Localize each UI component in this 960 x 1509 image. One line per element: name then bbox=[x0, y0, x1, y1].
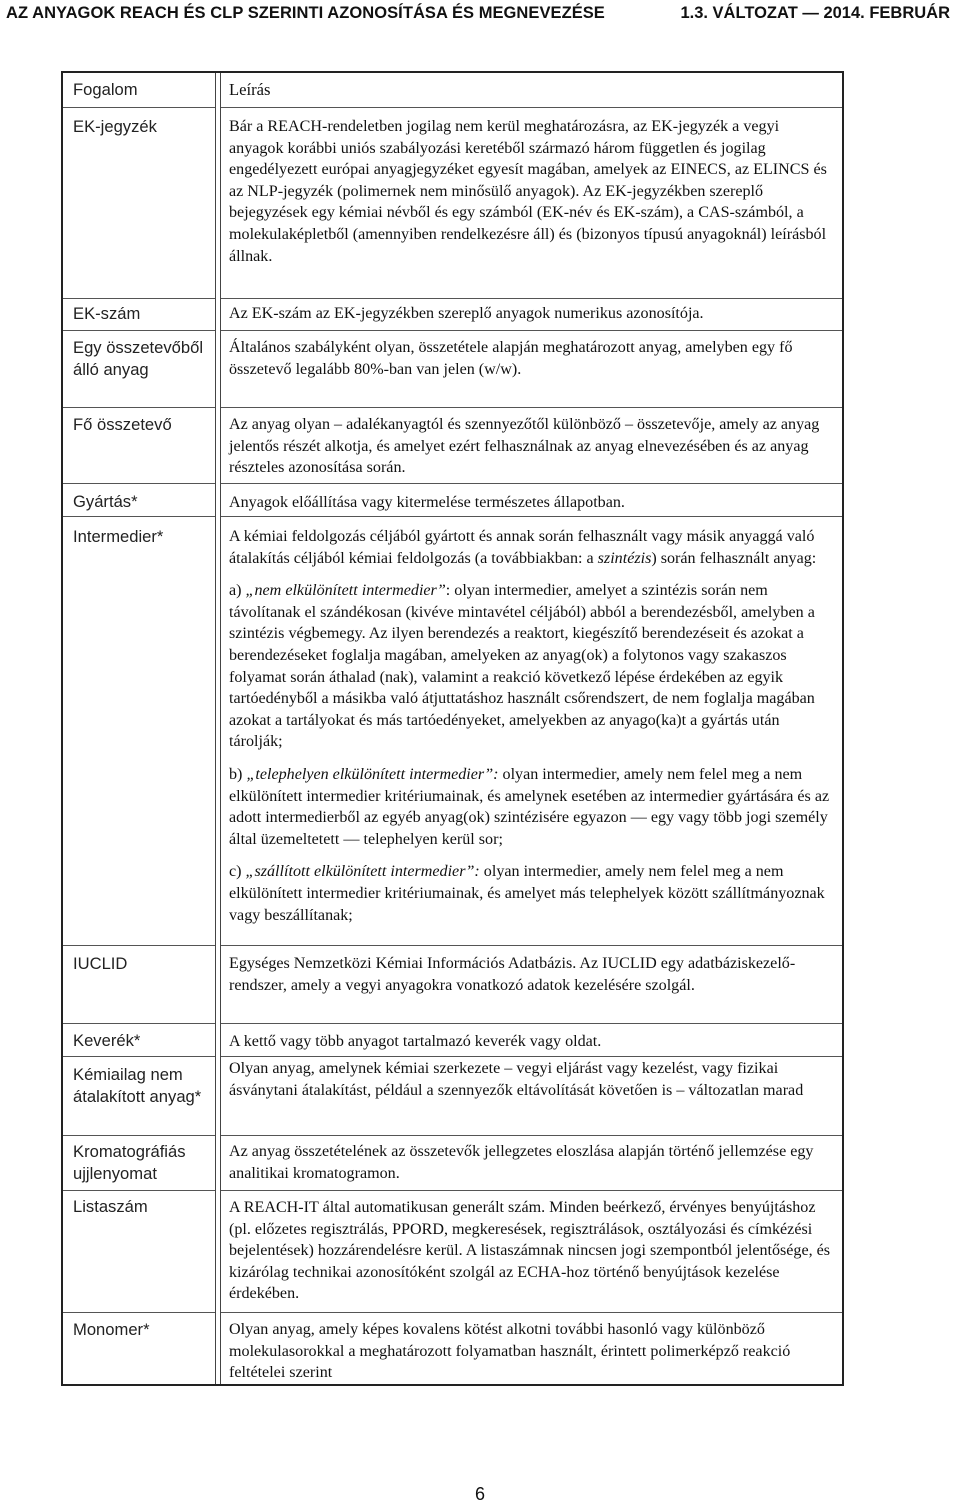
intro-text: A kémiai feldolgozás céljából gyártott és annak során felhasznált vagy másik anyaggá való átalakítás céljából kémiai feldolgozás (a továbbiakban: a bbox=[229, 528, 815, 567]
row-separator bbox=[63, 298, 215, 299]
row-separator bbox=[221, 1135, 842, 1136]
term-monomer: Monomer* bbox=[73, 1320, 150, 1339]
term-kromatografias-ujjlenyomat: Kromatográfiás ujjlenyomat bbox=[73, 1142, 186, 1183]
row-separator bbox=[221, 1312, 842, 1313]
desc-ek-jegyzek: Bár a REACH-rendeletben jogilag nem kerül meghatározásra, az EK-jegyzék a vegyi anyagok korábbi uniós szabályozási keretéből származó három független és jogilag engedélyezett európai anyagjegyzéket egyesít magában, amelyek az EINECS, az ELINCS és az NLP-jegyzék (polimernek nem minősülő anyagok). Az EK-jegyzékben szereplő bejegyzések egy kémiai névből és egy számból (EK-név és EK-szám), a CAS-számból, a molekulaképletből (amennyiben rendelkezésre áll) és (bizonyos típusú anyagoknál) leírásból állnak. bbox=[229, 118, 827, 265]
row-separator bbox=[63, 516, 215, 517]
intermedier-item-c bbox=[229, 861, 835, 926]
intro-emphasis: szintézis bbox=[597, 549, 652, 567]
row-separator bbox=[221, 516, 842, 517]
intermedier-item-b bbox=[229, 764, 835, 850]
item-a-term: „nem elkülönített intermedier” bbox=[245, 582, 446, 600]
intermedier-item-a bbox=[229, 580, 835, 753]
row-separator bbox=[221, 298, 842, 299]
term-gyartas: Gyártás* bbox=[73, 492, 138, 511]
item-a-text: : olyan intermedier, amelyet a szintézis során nem távolítanak el szándékosan (kivéve mintavétel céljából) abból a berendezésből, amelyben a szintézis végbemegy. Az ilyen berendezés a reaktort, kiegészítő berendezéseit és azokat a berendezéseket foglalja magában, amelyeken az anyag(ok) a folytonos vagy szakaszos folyamat során áthalad (nak), valamint a reakció következő lépése érdekében az egyik tartóedényből a másikba való átjuttatáshoz használt csőrendszert, de nem foglalja magában azokat a tartályokat és más tartóedényeket, amelyekben az anyago(ka)t a gyártás után tárolják; bbox=[229, 582, 815, 751]
desc-kemiailag-nem-atalakitott: Olyan anyag, amelynek kémiai szerkezete – vegyi eljárást vagy kezelést, vagy fizikai ásványtani átalakítást, például a szennyezők eltávolítását követően is – változatlan marad bbox=[229, 1060, 804, 1099]
desc-ek-szam: Az EK-szám az EK-jegyzékben szereplő anyagok numerikus azonosítója. bbox=[229, 305, 704, 322]
desc-egy-osszetevobol: Általános szabályként olyan, összetétele alapján meghatározott anyag, amelyben egy fő összetevő legalább 80%-ban van jelen (w/w). bbox=[229, 339, 793, 378]
row-separator bbox=[221, 330, 842, 331]
item-c-prefix: c) bbox=[229, 863, 246, 881]
row-separator bbox=[63, 1056, 215, 1057]
row-separator bbox=[221, 945, 842, 946]
item-c-term: „szállított elkülönített intermedier”: bbox=[245, 863, 480, 881]
row-separator bbox=[63, 107, 215, 108]
desc-listaszam: A REACH-IT által automatikusan generált szám. Minden beérkező, érvényes benyújtáshoz (pl. előzetes regisztrálás, PPORD, megkeresések, regisztrálások, osztályozási és címkézési bejelentések) hozzárendelésre kerül. A listaszámnak nincsen jogi szempontból jelentősége, és kizárólag technikai azonosítóként szolgál az ECHA-hoz történő benyújtások kezelése érdekében. bbox=[229, 1199, 831, 1303]
document-title: AZ ANYAGOK REACH ÉS CLP SZERINTI AZONOSÍTÁSA ÉS MEGNEVEZÉSE bbox=[6, 4, 605, 22]
term-ek-szam: EK-szám bbox=[73, 304, 141, 323]
item-c-text: olyan intermedier, amely nem felel meg a nem elkülönített intermedier kritériumainak, és amelyet más telephelyek között szállítmányoznak vagy beszállítanak; bbox=[229, 863, 825, 924]
term-fo-osszetevo: Fő összetevő bbox=[73, 415, 172, 434]
desc-gyartas: Anyagok előállítása vagy kitermelése természetes állapotban. bbox=[229, 494, 625, 511]
column-header-term: Fogalom bbox=[73, 80, 138, 99]
row-separator bbox=[221, 1190, 842, 1191]
desc-kromatografias-ujjlenyomat: Az anyag összetételének az összetevők jellegzetes eloszlása alapján történő jellemzése egy analitikai kromatogramon. bbox=[229, 1143, 814, 1182]
desc-monomer: Olyan anyag, amely képes kovalens kötést alkotni további hasonló vagy különböző molekulasorokkal a meghatározott folyamatban használt, érintett polimerképző reakció feltételei szerint bbox=[229, 1321, 791, 1382]
term-iuclid: IUCLID bbox=[73, 954, 128, 973]
row-separator bbox=[63, 1135, 215, 1136]
intermedier-intro bbox=[229, 526, 835, 569]
term-ek-jegyzek: EK-jegyzék bbox=[73, 117, 157, 136]
row-separator bbox=[63, 330, 215, 331]
term-listaszam: Listaszám bbox=[73, 1197, 148, 1216]
intro-text-end: ) során felhasznált anyag: bbox=[651, 549, 817, 567]
row-separator bbox=[63, 1312, 215, 1313]
item-a-prefix: a) bbox=[229, 582, 246, 600]
row-separator bbox=[63, 1023, 215, 1024]
row-separator bbox=[63, 407, 215, 408]
column-divider bbox=[215, 73, 221, 1384]
desc-fo-osszetevo: Az anyag olyan – adalékanyagtól és szennyezőtől különböző – összetevője, amely az anyag jelentős részét alkotja, és amelyet ezért felhasználnak az anyag elnevezésében és az anyag részteles azonosítása során. bbox=[229, 416, 820, 477]
desc-keverek: A kettő vagy több anyagot tartalmazó keverék vagy oldat. bbox=[229, 1033, 602, 1050]
term-kemiailag-nem-atalakitott: Kémiailag nem átalakított anyag* bbox=[73, 1065, 202, 1106]
term-egy-osszetevobol: Egy összetevőből álló anyag bbox=[73, 338, 204, 379]
row-separator bbox=[221, 407, 842, 408]
row-separator bbox=[63, 1190, 215, 1191]
row-separator bbox=[221, 107, 842, 108]
item-b-text: olyan intermedier, amely nem felel meg a nem elkülönített intermedier kritériumainak, és amelynek esetében az intermedier gyártására és az adott intermedierből az egyéb anyag(ok) szintézisére egyazon — egy vagy több jogi személy által üzemeltetett — telephelyen kerül sor; bbox=[229, 765, 830, 848]
column-header-description: Leírás bbox=[229, 80, 271, 99]
document-version: 1.3. VÁLTOZAT — 2014. FEBRUÁR bbox=[680, 4, 950, 22]
desc-iuclid: Egységes Nemzetközi Kémiai Információs Adatbázis. Az IUCLID egy adatbáziskezelő-rendszer, amely a vegyi anyagokra vonatkozó adatok kezelésére szolgál. bbox=[229, 955, 796, 994]
term-intermedier: Intermedier* bbox=[73, 527, 164, 546]
row-separator bbox=[63, 945, 215, 946]
term-keverek: Keverék* bbox=[73, 1031, 141, 1050]
desc-intermedier bbox=[229, 526, 835, 926]
row-separator bbox=[221, 483, 842, 484]
page-header bbox=[0, 0, 960, 30]
item-b-term: „telephelyen elkülönített intermedier”: bbox=[246, 765, 499, 783]
row-separator bbox=[63, 483, 215, 484]
row-separator bbox=[221, 1056, 842, 1057]
item-b-prefix: b) bbox=[229, 765, 247, 783]
glossary-table bbox=[61, 71, 844, 1386]
row-separator bbox=[221, 1023, 842, 1024]
page-number: 6 bbox=[474, 1484, 485, 1504]
